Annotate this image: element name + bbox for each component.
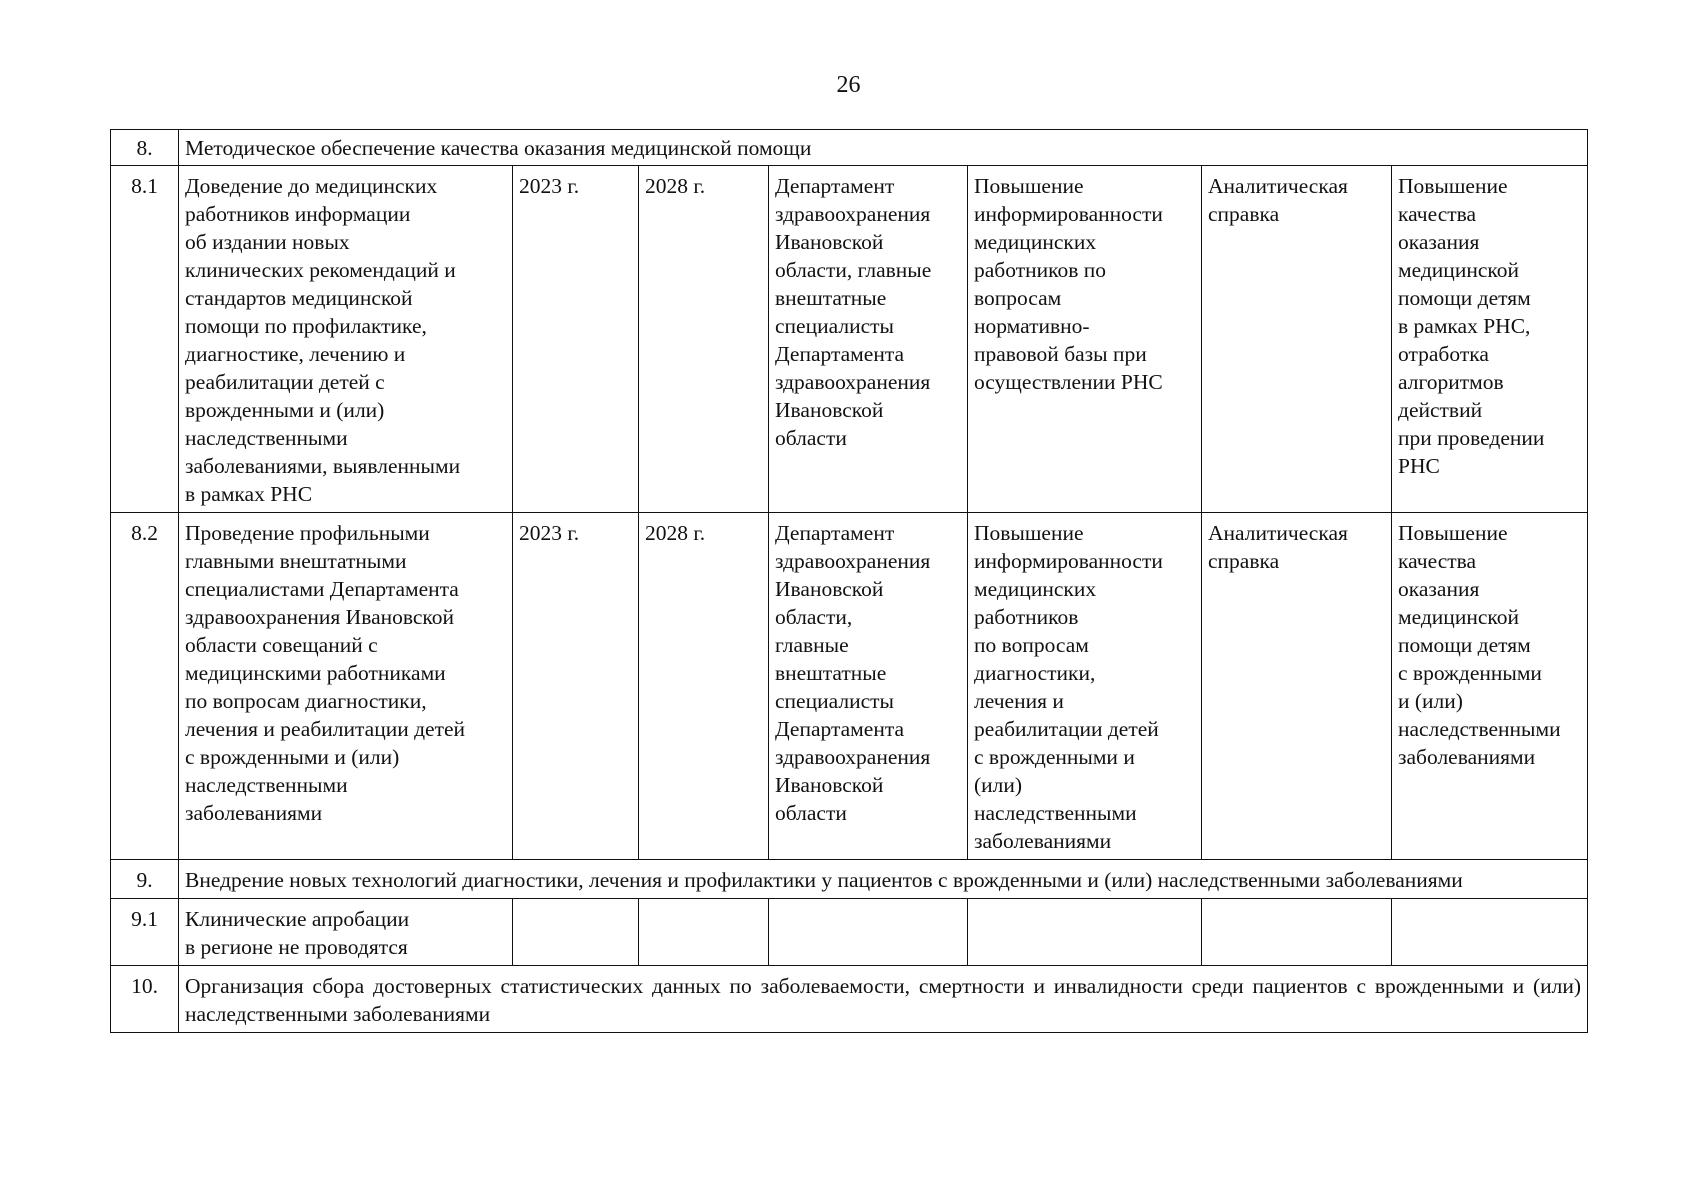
section-row-9 (111, 860, 1588, 899)
section-number: 10. (111, 966, 179, 1033)
row-number: 9.1 (111, 899, 179, 966)
report-cell (1202, 899, 1392, 966)
row-number: 8.1 (111, 166, 179, 513)
table-row-9-1 (111, 899, 1588, 966)
end-date-cell: 2028 г. (639, 513, 769, 860)
section-number: 8. (111, 130, 179, 166)
end-date-cell (639, 899, 769, 966)
report-cell: Аналитическая справка (1202, 166, 1392, 513)
plan-table (110, 129, 1588, 1033)
activity-cell: Проведение профильными главными внештатными специалистами Департамента здравоохранения Ивановской области совещаний с медицинскими работниками по вопросам диагностики, лечения и реабилитации детей с врожденными и (или) наследственными заболеваниями (179, 513, 513, 860)
activity-cell: Клинические апробации в регионе не проводятся (179, 899, 513, 966)
effect-cell (1392, 899, 1588, 966)
section-title: Внедрение новых технологий диагностики, лечения и профилактики у пациентов с врожденными и (или) наследственными заболеваниями (179, 860, 1588, 899)
section-number: 9. (111, 860, 179, 899)
report-cell: Аналитическая справка (1202, 513, 1392, 860)
activity-cell: Доведение до медицинских работников информации об издании новых клинических рекомендаций и стандартов медицинской помощи по профилактике, диагностике, лечению и реабилитации детей с врожденными и (или) наследственными заболеваниями, выявленными в рамках РНС (179, 166, 513, 513)
section-row-8 (111, 130, 1588, 166)
responsible-cell (769, 899, 968, 966)
row-number: 8.2 (111, 513, 179, 860)
section-title: Методическое обеспечение качества оказания медицинской помощи (179, 130, 1588, 166)
section-row-10 (111, 966, 1588, 1033)
page-number: 26 (836, 72, 861, 98)
result-cell: Повышение информированности медицинских работников по вопросам нормативно- правовой базы при осуществлении РНС (968, 166, 1202, 513)
effect-cell: Повышение качества оказания медицинской помощи детям с врожденными и (или) наследственными заболеваниями (1392, 513, 1588, 860)
table-row-8-2 (111, 513, 1588, 860)
start-date-cell: 2023 г. (513, 513, 639, 860)
table-row-8-1 (111, 166, 1588, 513)
effect-cell: Повышение качества оказания медицинской помощи детям в рамках РНС, отработка алгоритмов действий при проведении РНС (1392, 166, 1588, 513)
start-date-cell (513, 899, 639, 966)
responsible-cell: Департамент здравоохранения Ивановской области, главные внештатные специалисты Департамента здравоохранения Ивановской области (769, 513, 968, 860)
responsible-cell: Департамент здравоохранения Ивановской области, главные внештатные специалисты Департамента здравоохранения Ивановской области (769, 166, 968, 513)
end-date-cell: 2028 г. (639, 166, 769, 513)
start-date-cell: 2023 г. (513, 166, 639, 513)
result-cell: Повышение информированности медицинских работников по вопросам диагностики, лечения и реабилитации детей с врожденными и (или) наследственными заболеваниями (968, 513, 1202, 860)
result-cell (968, 899, 1202, 966)
section-title: Организация сбора достоверных статистических данных по заболеваемости, смертности и инвалидности среди пациентов с врожденными и (или) наследственными заболеваниями (179, 966, 1588, 1033)
